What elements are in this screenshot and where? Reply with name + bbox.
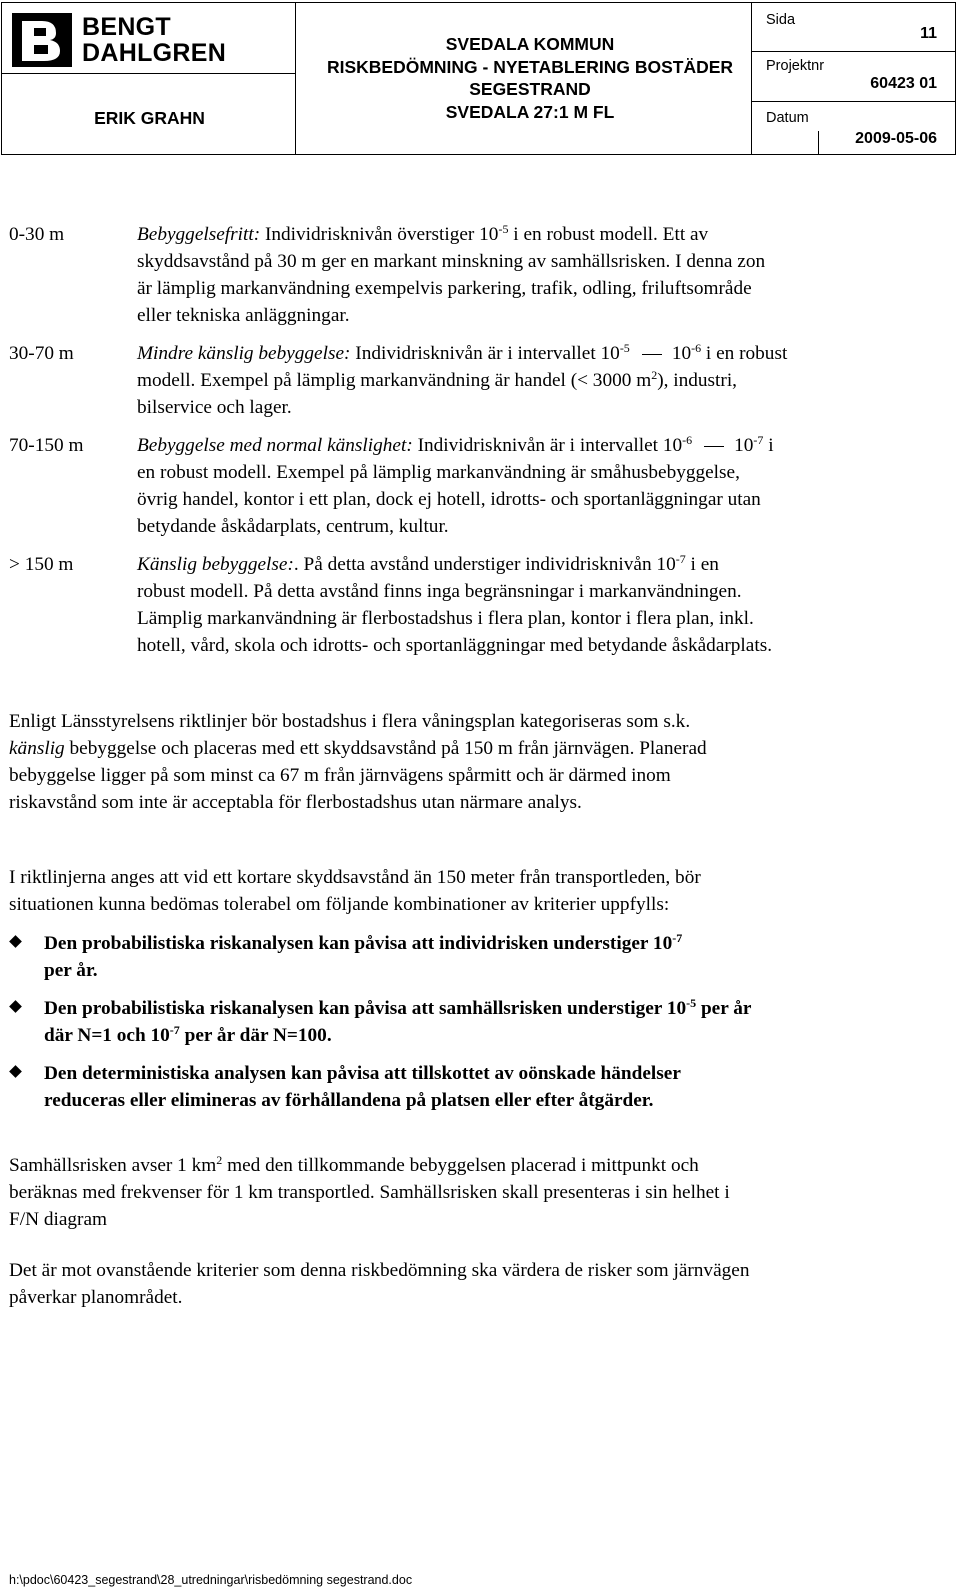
header-divider — [751, 51, 955, 52]
zone-line: är lämplig markanvändning exempelvis parkering, trafik, odling, friluftsområde — [137, 278, 752, 299]
document-title — [298, 33, 762, 123]
zone-line: skyddsavstånd på 30 m ger en markant minskning av samhällsrisken. I denna zon — [137, 251, 766, 272]
zone-range: 30-70 m — [9, 343, 74, 364]
title-line: SEGESTRAND — [469, 79, 591, 99]
document-header — [1, 2, 956, 155]
logo-word-2: DAHLGREN — [82, 39, 227, 67]
paragraph-line: Det är mot ovanstående kriterier som denna riskbedömning ska värdera de risker som järnvägen — [9, 1260, 750, 1281]
zone-range: 70-150 m — [9, 435, 84, 456]
range-dash — [642, 354, 662, 356]
date-value: 2009-05-06 — [855, 130, 937, 147]
zone-line: bilservice och lager. — [137, 397, 292, 418]
paragraph-line: I riktlinjerna anges att vid ett kortare skyddsavstånd än 150 meter från transportleden, bör — [9, 867, 701, 888]
range-dash — [704, 446, 724, 448]
project-label: Projektnr — [766, 58, 825, 74]
paragraph-line: känslig bebyggelse och placeras med ett skyddsavstånd på 150 m från järnvägen. Planerad — [9, 738, 707, 759]
zone-line: hotell, vård, skola och idrotts- och sportanläggningar med betydande åskådarplats. — [137, 635, 773, 656]
title-line: SVEDALA KOMMUN — [445, 34, 615, 54]
criteria-item: Den deterministiska analysen kan påvisa att tillskottet av oönskade händelser — [44, 1063, 681, 1084]
logo-mark-icon — [12, 13, 72, 67]
criteria-item: Den probabilistiska riskanalysen kan påvisa att individrisken understiger $10^{-7}$ — [44, 931, 683, 954]
bullet-icon — [9, 1065, 22, 1078]
zone-line: en robust modell. Exempel på lämplig markanvändning är småhusbebyggelse, — [137, 462, 740, 483]
page-number: 11 — [920, 25, 937, 42]
header-divider — [818, 131, 819, 154]
title-line: SVEDALA 27:1 M FL — [445, 101, 615, 122]
paragraph-line: Samhällsrisken avser 1 $km^2$ med den tillkommande bebyggelsen placerad i mittpunkt och — [9, 1153, 699, 1176]
criteria-item: Den probabilistiska riskanalysen kan påvisa att samhällsrisken understiger $10^{-5}$ per år — [44, 996, 752, 1019]
paragraph-line: Enligt Länsstyrelsens riktlinjer bör bostadshus i flera våningsplan kategoriseras som s.k. — [9, 711, 691, 732]
paragraph-line: situationen kunna bedömas tolerabel om följande kombinationer av kriterier uppfylls: — [9, 894, 670, 915]
header-divider — [751, 101, 955, 102]
logo-word-1: BENGT — [82, 13, 171, 41]
criteria-item: reduceras eller elimineras av förhållandena på platsen eller efter åtgärder. — [44, 1090, 654, 1111]
zone-range: 0-30 m — [9, 224, 65, 245]
author-name: ERIK GRAHN — [94, 108, 205, 128]
zone-line: Lämplig markanvändning är flerbostadshus i flera plan, kontor i flera plan, inkl. — [137, 608, 754, 629]
bullet-icon — [9, 935, 22, 948]
zone-category: Bebyggelse med normal känslighet: — [137, 435, 413, 456]
zone-line: Bebyggelse med normal känslighet: Individrisknivån är i intervallet $10^{-6}$ $10^{-7}$ i — [137, 433, 774, 456]
zone-line: övrig handel, kontor i ett plan, dock ej hotell, idrotts- och sportanläggningar utan — [137, 489, 761, 510]
bullet-icon — [9, 1000, 22, 1013]
file-path-footer: h:\pdoc\60423_segestrand\28_utredningar\risbedömning segestrand.doc — [9, 1573, 413, 1587]
paragraph-line: påverkar planområdet. — [9, 1287, 183, 1308]
paragraph-line: riskavstånd som inte är acceptabla för flerbostadshus utan närmare analys. — [9, 792, 582, 813]
zone-line: Känslig bebyggelse:. På detta avstånd understiger individrisknivån $10^{-7}$ i en — [137, 552, 719, 575]
zone-range: > 150 m — [9, 554, 74, 575]
paragraph-line: beräknas med frekvenser för 1 km transportled. Samhällsrisken skall presenteras i sin helhet i — [9, 1182, 730, 1203]
zone-category: Bebyggelsefritt: — [137, 224, 261, 245]
company-logo — [12, 13, 238, 67]
zone-line: robust modell. På detta avstånd finns inga begränsningar i markanvändningen. — [137, 581, 742, 602]
zone-line: Mindre känslig bebyggelse: Individrisknivån är i intervallet $10^{-5}$ $10^{-6}$ i en robust — [137, 341, 788, 364]
zone-line: betydande åskådarplats, centrum, kultur. — [137, 516, 449, 537]
zone-line: eller tekniska anläggningar. — [137, 305, 350, 326]
criteria-item: där N=1 och $10^{-7}$ per år där N=100. — [44, 1023, 332, 1046]
date-label: Datum — [766, 110, 809, 126]
criteria-item: per år. — [44, 960, 98, 981]
header-divider — [295, 3, 296, 154]
zone-category: Känslig bebyggelse: — [137, 554, 294, 575]
page-label: Sida — [766, 12, 796, 28]
zone-category: Mindre känslig bebyggelse: — [137, 343, 351, 364]
title-line: RISKBEDÖMNING - NYETABLERING BOSTÄDER — [326, 56, 734, 77]
zone-line: modell. Exempel på lämplig markanvändning är handel (< 3000 $m^2$), industri, — [137, 368, 738, 391]
project-number: 60423 01 — [870, 75, 937, 92]
paragraph-line: F/N diagram — [9, 1209, 107, 1230]
paragraph-line: bebyggelse ligger på som minst ca 67 m från järnvägens spårmitt och är därmed inom — [9, 765, 671, 786]
header-divider — [2, 73, 295, 74]
zone-line: Bebyggelsefritt: Individrisknivån överstiger $10^{-5}$ i en robust modell. Ett av — [137, 222, 709, 245]
